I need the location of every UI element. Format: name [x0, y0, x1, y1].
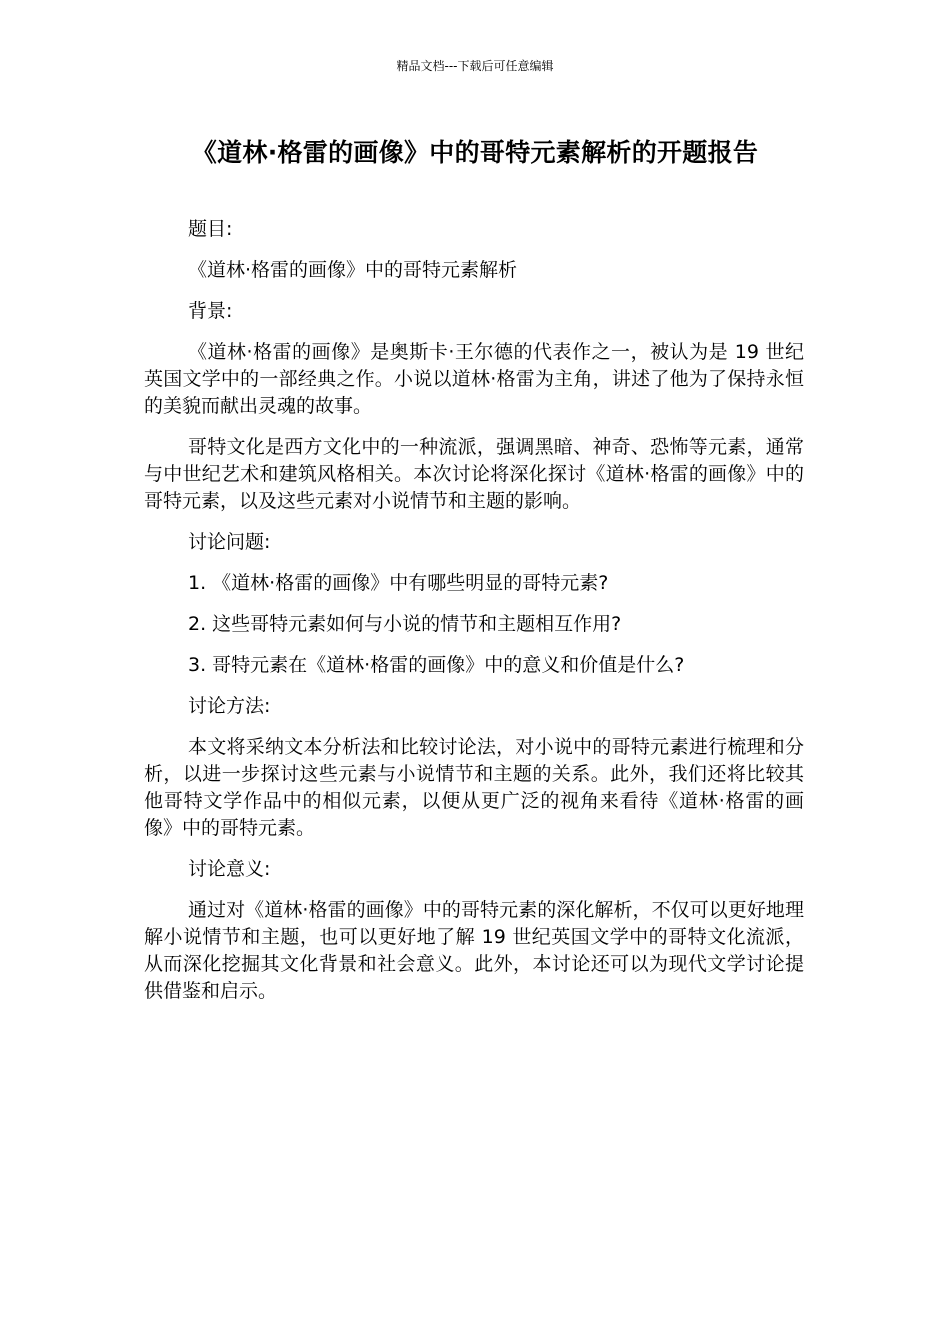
- label-background: 背景:: [188, 300, 233, 322]
- topic-text: 《道林·格雷的画像》中的哥特元素解析: [188, 259, 518, 281]
- page-header-note: 精品文档---下载后可任意编辑: [396, 59, 554, 73]
- research-question-1: 1. 《道林·格雷的画像》中有哪些明显的哥特元素?: [188, 572, 609, 594]
- document-title: 《道林·格雷的画像》中的哥特元素解析的开题报告: [191, 138, 759, 167]
- document-body: [144, 216, 804, 1019]
- label-significance: 讨论意义:: [188, 858, 271, 880]
- significance-paragraph: 通过对《道林·格雷的画像》中的哥特元素的深化解析，不仅可以更好地理解小说情节和主题，也可以更好地了解 19 世纪英国文学中的哥特文化流派，从而深化挖掘其文化背景和社会意义。此外，本讨论还可以为现代文学讨论提供借鉴和启示。: [144, 899, 804, 1002]
- background-paragraph-1: 《道林·格雷的画像》是奥斯卡·王尔德的代表作之一，被认为是 19 世纪英国文学中的一部经典之作。小说以道林·格雷为主角，讲述了他为了保持永恒的美貌而献出灵魂的故事。: [144, 341, 804, 417]
- label-methods: 讨论方法:: [188, 695, 271, 717]
- methods-paragraph: 本文将采纳文本分析法和比较讨论法，对小说中的哥特元素进行梳理和分析，以进一步探讨这些元素与小说情节和主题的关系。此外，我们还将比较其他哥特文学作品中的相似元素，以便从更广泛的视角来看待《道林·格雷的画像》中的哥特元素。: [144, 736, 804, 839]
- label-topic: 题目:: [188, 218, 233, 240]
- label-research-questions: 讨论问题:: [188, 531, 271, 553]
- research-question-3: 3. 哥特元素在《道林·格雷的画像》中的意义和价值是什么?: [188, 654, 685, 676]
- research-question-2: 2. 这些哥特元素如何与小说的情节和主题相互作用?: [188, 613, 622, 635]
- background-paragraph-2: 哥特文化是西方文化中的一种流派，强调黑暗、神奇、恐怖等元素，通常与中世纪艺术和建筑风格相关。本次讨论将深化探讨《道林·格雷的画像》中的哥特元素，以及这些元素对小说情节和主题的影响。: [144, 436, 804, 512]
